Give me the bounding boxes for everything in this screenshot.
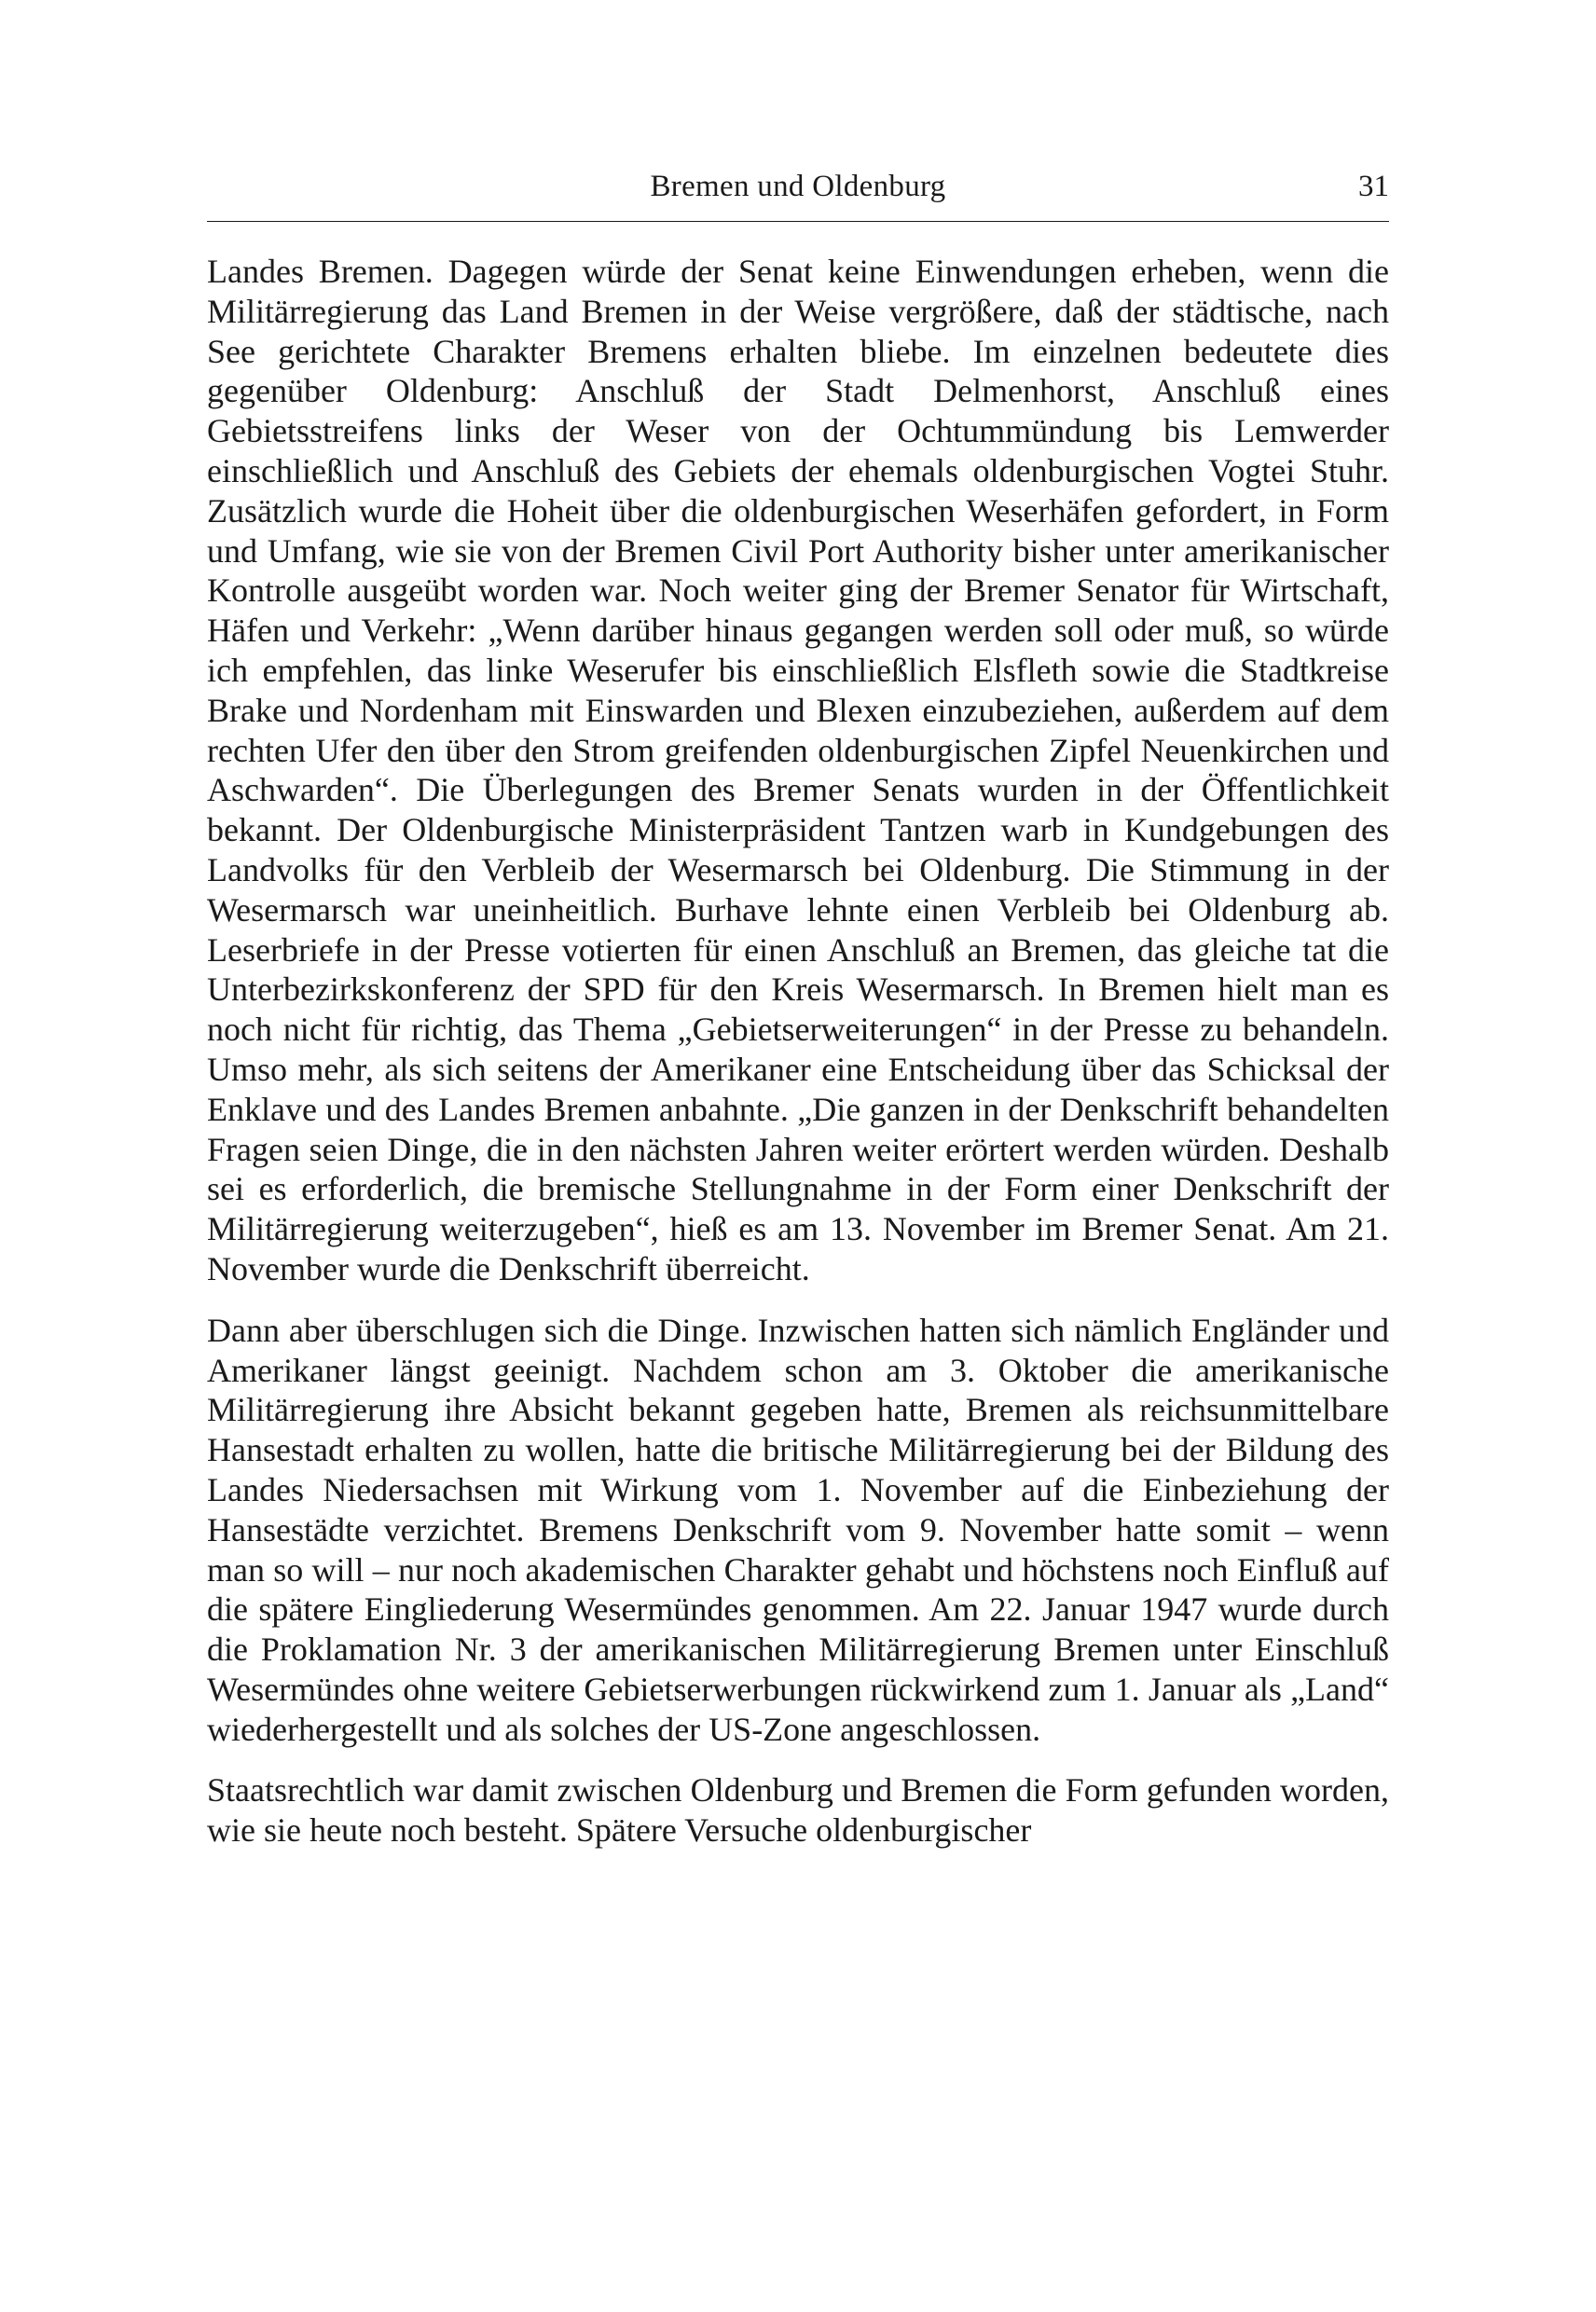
body-text [207,252,1389,1851]
page-header [207,170,1389,222]
paragraph-1: Landes Bremen. Dagegen würde der Senat keine Einwendungen erheben, wenn die Militärregierung das Land Bremen in der Weise vergrößere, daß der städtische, nach See gerichtete Charakter Bremens erhalten bliebe. Im einzelnen bedeutete dies gegenüber Oldenburg: Anschluß der Stadt Delmenhorst, Anschluß eines Gebietsstreifens links der Weser von der Ochtummündung bis Lemwerder einschließlich und Anschluß des Gebiets der ehemals oldenburgischen Vogtei Stuhr. Zusätzlich wurde die Hoheit über die oldenburgischen Weserhäfen gefordert, in Form und Umfang, wie sie von der Bremen Civil Port Authority bisher unter amerikanischer Kontrolle ausgeübt worden war. Noch weiter ging der Bremer Senator für Wirtschaft, Häfen und Verkehr: „Wenn darüber hinaus gegangen werden soll oder muß, so würde ich empfehlen, das linke Weserufer bis einschließlich Elsfleth sowie die Stadtkreise Brake und Nordenham mit Einswarden und Blexen einzubeziehen, außerdem auf dem rechten Ufer den über den Strom greifenden oldenburgischen Zipfel Neuenkirchen und Aschwarden“. Die Überlegungen des Bremer Senats wurden in der Öffentlichkeit bekannt. Der Oldenburgische Ministerpräsident Tantzen warb in Kundgebungen des Landvolks für den Verbleib der Wesermarsch bei Oldenburg. Die Stimmung in der Wesermarsch war uneinheitlich. Burhave lehnte einen Verbleib bei Oldenburg ab. Leserbriefe in der Presse votierten für einen Anschluß an Bremen, das gleiche tat die Unterbezirkskonferenz der SPD für den Kreis Wesermarsch. In Bremen hielt man es noch nicht für richtig, das Thema „Gebietserweiterungen“ in der Presse zu behandeln. Umso mehr, als sich seitens der Amerikaner eine Entscheidung über das Schicksal der Enklave und des Landes Bremen anbahnte. „Die ganzen in der Denkschrift behandelten Fragen seien Dinge, die in den nächsten Jahren weiter erörtert werden würden. Deshalb sei es erforderlich, die bremische Stellungnahme in der Form einer Denkschrift der Militärregierung weiterzugeben“, hieß es am 13. November im Bremer Senat. Am 21. November wurde die Denkschrift überreicht. [207,253,1389,1287]
running-title: Bremen und Oldenburg [650,170,946,203]
page-number: 31 [1358,170,1389,203]
paragraph-3: Staatsrechtlich war damit zwischen Oldenburg und Bremen die Form gefunden worden, wie sie heute noch besteht. Spätere Versuche oldenburgischer [207,1771,1389,1850]
header-rule [207,221,1389,222]
paragraph-2: Dann aber überschlugen sich die Dinge. Inzwischen hatten sich nämlich Engländer und Amerikaner längst geeinigt. Nachdem schon am 3. Oktober die amerikanische Militärregierung ihre Absicht bekannt gegeben hatte, Bremen als reichsunmittelbare Hansestadt erhalten zu wollen, hatte die britische Militärregierung bei der Bildung des Landes Niedersachsen mit Wirkung vom 1. November auf die Einbeziehung der Hansestädte verzichtet. Bremens Denkschrift vom 9. November hatte somit – wenn man so will – nur noch akademischen Charakter gehabt und höchstens noch Einfluß auf die spätere Eingliederung Wesermündes genommen. Am 22. Januar 1947 wurde durch die Proklamation Nr. 3 der amerikanischen Militärregierung Bremen unter Einschluß Wesermündes ohne weitere Gebietserwerbungen rückwirkend zum 1. Januar als „Land“ wiederhergestellt und als solches der US-Zone angeschlossen. [207,1311,1389,1748]
